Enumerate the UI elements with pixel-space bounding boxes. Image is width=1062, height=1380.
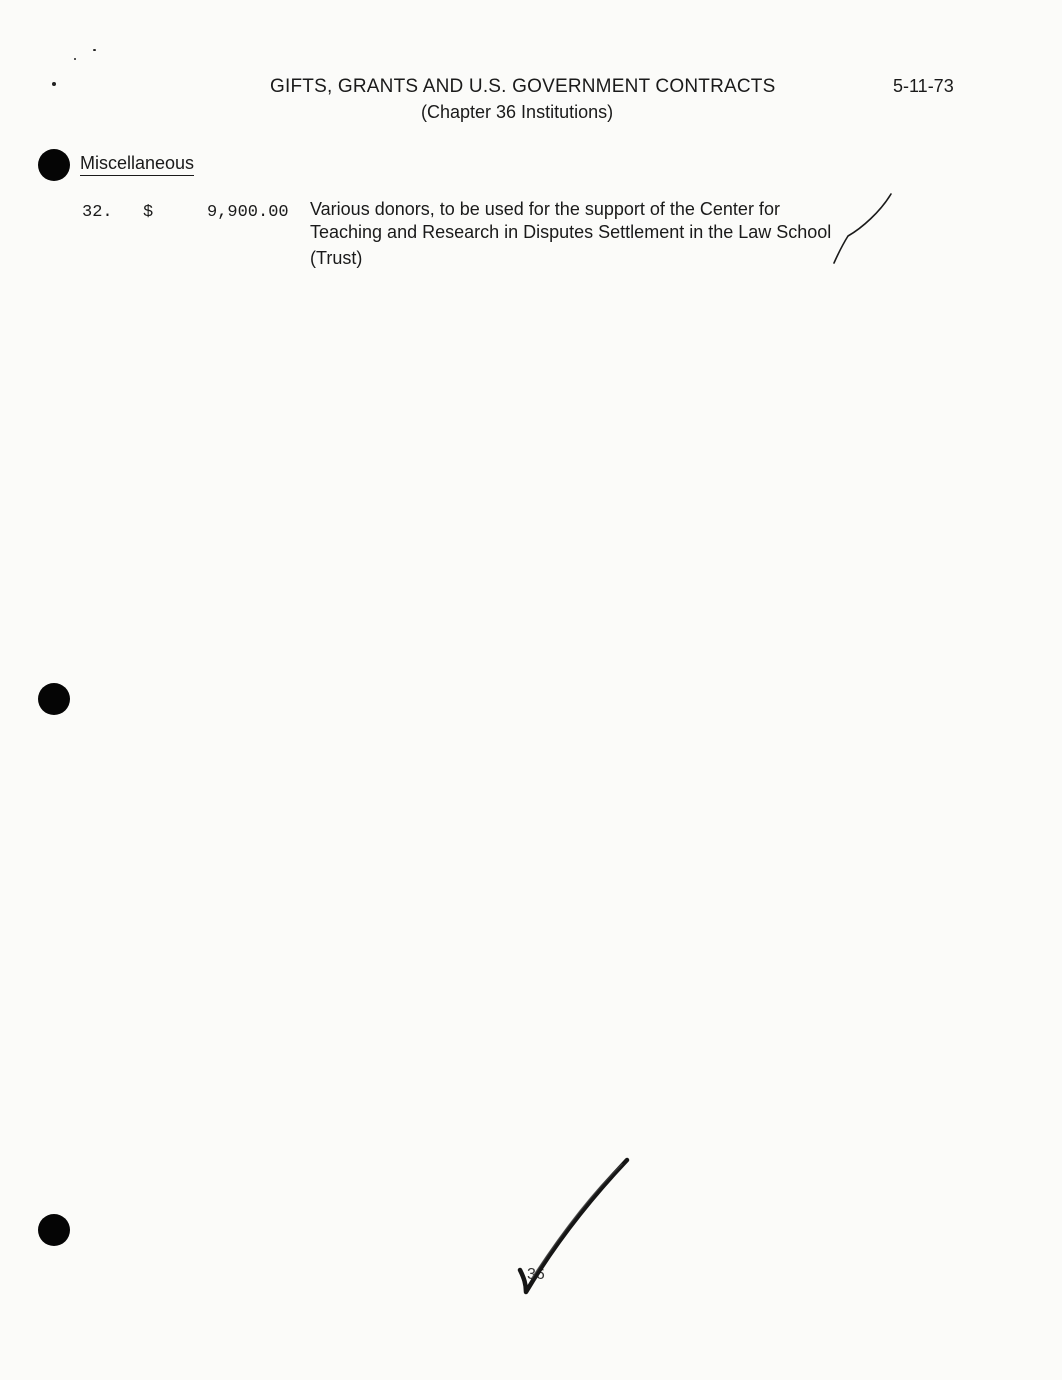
document-subtitle: (Chapter 36 Institutions)	[421, 102, 614, 122]
entry-description-line: Various donors, to be used for the support of the Center for	[310, 199, 780, 219]
scan-speck	[93, 49, 96, 51]
entry-description-line: (Trust)	[310, 248, 363, 268]
scan-speck	[52, 82, 56, 86]
entry-currency: $	[143, 203, 154, 222]
binder-hole-icon	[38, 683, 70, 715]
binder-hole-icon	[38, 149, 70, 181]
document-date: 5-11-73	[893, 76, 954, 96]
entry-number: 32.	[82, 203, 113, 222]
page-number: 36	[527, 1266, 545, 1283]
entry-description-line: Teaching and Research in Disputes Settlement in the Law School	[310, 222, 832, 242]
binder-hole-icon	[38, 1214, 70, 1246]
section-heading: Miscellaneous	[80, 153, 194, 176]
entry-amount: 9,900.00	[207, 203, 289, 222]
scan-speck	[74, 58, 76, 60]
document-title: GIFTS, GRANTS AND U.S. GOVERNMENT CONTRACTS	[270, 76, 776, 97]
